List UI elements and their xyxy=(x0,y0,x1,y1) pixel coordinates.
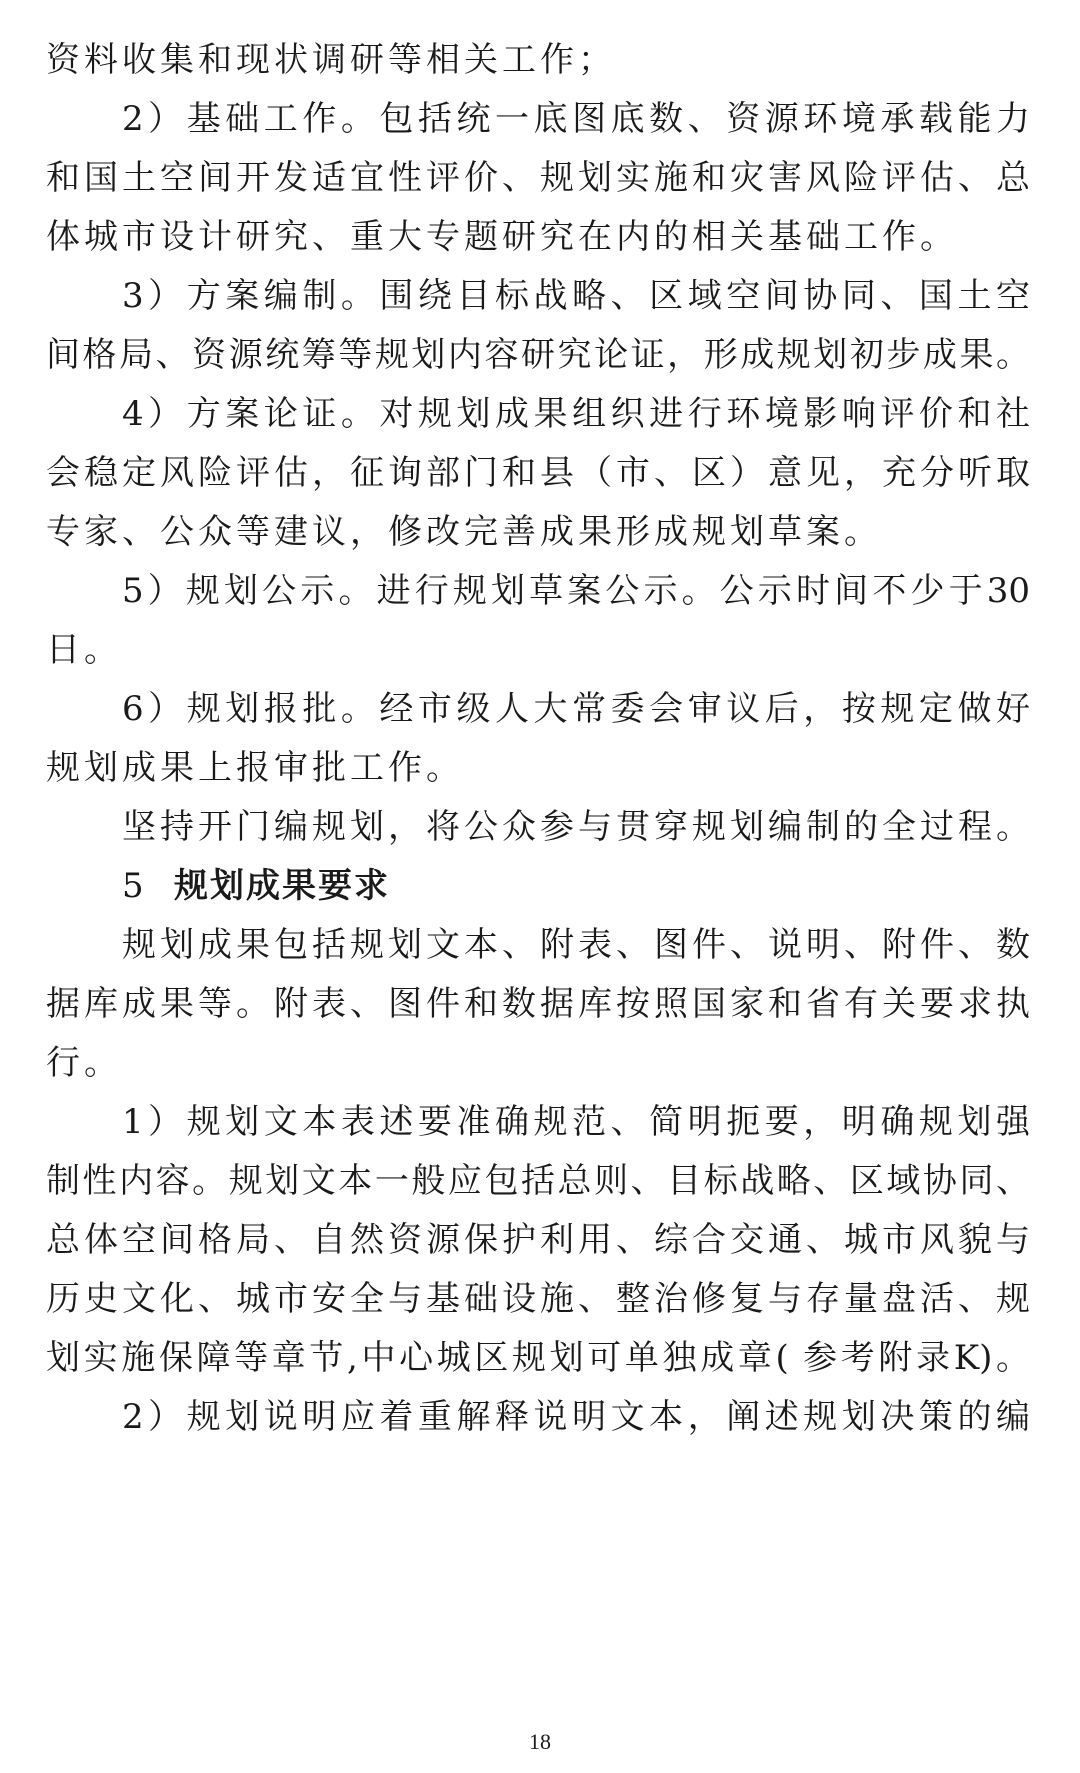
text-line: 规划成果包括规划文本、附表、图件、说明、附件、数 xyxy=(122,925,1030,965)
text-line: 规划成果上报审批工作。 xyxy=(46,748,464,788)
text-line: 制性内容。规划文本一般应包括总则、目标战略、区域协同、 xyxy=(46,1161,1030,1201)
text-line: 据库成果等。附表、图件和数据库按照国家和省有关要求执 xyxy=(46,984,1030,1024)
text-line: 2）规划说明应着重解释说明文本，阐述规划决策的编 xyxy=(122,1397,1030,1437)
section-title: 规划成果要求 xyxy=(174,866,390,906)
text-line: 和国土空间开发适宜性评价、规划实施和灾害风险评估、总 xyxy=(46,158,1030,198)
page-number: 18 xyxy=(529,1729,551,1754)
text-line: 总体空间格局、自然资源保护利用、综合交通、城市风貌与 xyxy=(46,1220,1030,1260)
text-line: 间格局、资源统筹等规划内容研究论证，形成规划初步成果。 xyxy=(46,335,1030,375)
text-line: 会稳定风险评估，征询部门和县（市、区）意见，充分听取 xyxy=(46,453,1030,493)
text-line: 1）规划文本表述要准确规范、简明扼要，明确规划强 xyxy=(122,1102,1030,1142)
text-line: 2）基础工作。包括统一底图底数、资源环境承载能力 xyxy=(122,99,1030,139)
text-line: 资料收集和现状调研等相关工作； xyxy=(46,40,616,80)
text-line: 历史文化、城市安全与基础设施、整治修复与存量盘活、规 xyxy=(46,1279,1030,1319)
text-line: 6）规划报批。经市级人大常委会审议后，按规定做好 xyxy=(122,689,1030,729)
text-line: 划实施保障等章节,中心城区规划可单独成章( 参考附录K)。 xyxy=(46,1338,1030,1378)
section-heading xyxy=(46,864,1030,908)
text-line: 行。 xyxy=(46,1043,122,1083)
text-line: 坚持开门编规划，将公众参与贯穿规划编制的全过程。 xyxy=(122,807,1030,847)
text-line: 5）规划公示。进行规划草案公示。公示时间不少于30 xyxy=(122,571,1030,611)
text-line: 4）方案论证。对规划成果组织进行环境影响评价和社 xyxy=(122,394,1030,434)
text-line: 体城市设计研究、重大专题研究在内的相关基础工作。 xyxy=(46,217,958,257)
section-number: 5 xyxy=(122,866,146,906)
text-line: 专家、公众等建议，修改完善成果形成规划草案。 xyxy=(46,512,882,552)
text-line: 3）方案编制。围绕目标战略、区域空间协同、国土空 xyxy=(122,276,1030,316)
text-line: 日。 xyxy=(46,630,122,670)
